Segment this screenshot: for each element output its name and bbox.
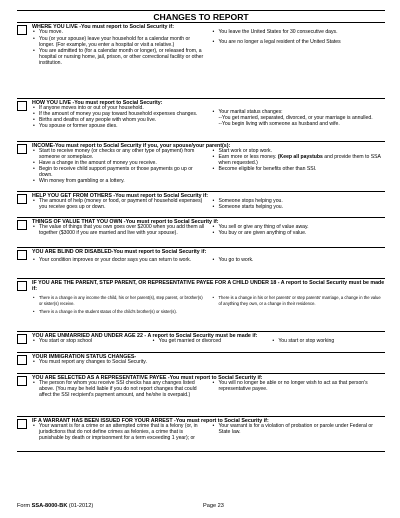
right-list bbox=[212, 225, 386, 237]
section-checkbox[interactable] bbox=[17, 25, 27, 35]
list-item: • You spouse or former spouse dies. bbox=[32, 124, 206, 130]
list-item: • Your warrant is for a violation of probation or parole under Federal or State law. bbox=[212, 424, 386, 436]
form-id: SSA-8000-BK bbox=[31, 503, 68, 509]
section-heading: HELP YOU GET FROM OTHERS -You must report to Social Security if: bbox=[32, 193, 208, 199]
list-item: • You buy or are given anything of value. bbox=[212, 231, 386, 237]
list-col-1 bbox=[32, 339, 146, 345]
section-unmarried-under-22 bbox=[17, 332, 385, 353]
section-heading: WHERE YOU LIVE -You must report to Social Security if: bbox=[32, 24, 174, 30]
list-item: • The person for whom you receive SSI checks has any changes listed above. (You may be held liable if you do not report changes that could affect the SSI recipient's payment amount, and he/she is overpaid.) bbox=[32, 381, 206, 399]
section-how-you-live bbox=[17, 99, 385, 142]
section-income bbox=[17, 142, 385, 192]
section-immigration-status bbox=[17, 353, 385, 374]
list-item: • You are no longer a legal resident of the United States bbox=[212, 40, 386, 46]
right-list bbox=[212, 30, 386, 67]
section-heading: THINGS OF VALUE THAT YOU OWN -You must report to Social Security if: bbox=[32, 219, 219, 225]
right-list bbox=[212, 149, 386, 184]
left-list bbox=[32, 30, 206, 67]
section-heading: INCOME-You must report to Social Security if you, your spouse/your parent(s): bbox=[32, 143, 231, 149]
section-heading: YOU ARE UNMARRIED AND UNDER AGE 22 - A report to Social Security must be made if: bbox=[32, 333, 258, 339]
list-item: • You must report any changes to Social Security. bbox=[32, 360, 385, 366]
section-checkbox[interactable] bbox=[17, 101, 27, 111]
form-date: (01-2012) bbox=[67, 503, 94, 509]
list-item: • Start work or stop work. bbox=[212, 149, 386, 155]
section-checkbox[interactable] bbox=[17, 220, 27, 230]
earn-text: Earn more or less money. bbox=[218, 154, 278, 161]
right-list bbox=[212, 106, 386, 130]
section-heading: IF YOU ARE THE PARENT, STEP PARENT, OR REPRESENTATIVE PAYEE FOR A CHILD UNDER 18 - A report to Social Security must be made if: bbox=[32, 280, 385, 293]
page-footer bbox=[17, 503, 385, 510]
section-checkbox[interactable] bbox=[17, 376, 27, 386]
page-number: Page 23 bbox=[203, 503, 224, 509]
section-help-from-others bbox=[17, 192, 385, 218]
left-list bbox=[32, 381, 206, 399]
left-list bbox=[32, 199, 206, 211]
list-item: • You sell or give any thing of value away. bbox=[212, 225, 386, 231]
list-item: • If the amount of money you pay toward household expenses changes. bbox=[32, 112, 206, 118]
list-item: • You (or your spouse) leave your household for a calendar month or longer. (For example, you enter a hospital or visit a relative.) bbox=[32, 37, 206, 49]
list-item: • Start to receive money (or checks or any other type of payment) from someone or someplace. bbox=[32, 149, 206, 161]
form-label: Form bbox=[17, 503, 32, 509]
list-col-2 bbox=[152, 339, 266, 345]
section-checkbox[interactable] bbox=[17, 144, 27, 154]
list-item: • There is a change in his or her parents' or step parents' marriage, a change in the value of anything they own, or a change in their residence. bbox=[212, 295, 386, 305]
left-list bbox=[32, 149, 206, 184]
left-list bbox=[32, 292, 206, 313]
section-child-under-18 bbox=[17, 279, 385, 332]
list-item: • You get married or divorced bbox=[152, 339, 266, 345]
right-list bbox=[212, 199, 386, 211]
list-item: • You go to work. bbox=[212, 258, 386, 264]
list-item: • You are admitted to (for a calendar month or longer), or released from, a hospital or nursing home, jail, prison, or other correctional facility or other institution. bbox=[32, 49, 206, 67]
right-list bbox=[212, 424, 386, 442]
list-item: • Someone stops helping you. bbox=[212, 199, 386, 205]
left-list bbox=[32, 424, 206, 442]
section-checkbox[interactable] bbox=[17, 419, 27, 429]
section-checkbox[interactable] bbox=[17, 334, 27, 344]
report-page bbox=[17, 10, 385, 452]
right-list bbox=[212, 381, 386, 399]
list-item: • You start or stop school bbox=[32, 339, 146, 345]
section-heading: IF A WARRANT HAS BEEN ISSUED FOR YOUR ARREST -You must report to Social Security if: bbox=[32, 418, 269, 424]
section-checkbox[interactable] bbox=[17, 250, 27, 260]
section-representative-payee bbox=[17, 374, 385, 417]
section-checkbox[interactable] bbox=[17, 281, 27, 291]
list-item: • You start or stop working bbox=[271, 339, 385, 345]
list-item: • If anyone moves into or out of your household. bbox=[32, 106, 206, 112]
list-item: • The amount of help (money or food, or payment of household expenses) you receive goes up or down. bbox=[32, 199, 206, 211]
list-item: • There is a change in the student status of the child's brother(s) or sister(s). bbox=[32, 309, 206, 314]
section-where-you-live bbox=[17, 23, 385, 99]
right-list bbox=[212, 292, 386, 313]
list-item: • Births and deaths of any people with whom you live. bbox=[32, 118, 206, 124]
list-item: • Your marital status changes: bbox=[212, 110, 386, 116]
section-heading: YOU ARE SELECTED AS A REPRESENTATIVE PAYEE -You must report to Social Security if: bbox=[32, 375, 263, 381]
left-list bbox=[32, 106, 206, 130]
list-item: • Your condition improves or your doctor says you can return to work. bbox=[32, 258, 206, 264]
section-heading: YOUR IMMIGRATION STATUS CHANGES- bbox=[32, 354, 137, 360]
list-item: • Become eligible for benefits other than SSI. bbox=[212, 167, 386, 173]
list-item: • There is a change in any income the child, his or her parent(s), step parent, or brother(s) or sister(s) receive. bbox=[32, 295, 206, 305]
right-list bbox=[212, 255, 386, 264]
list-item: • Have a change in the amount of money you receive. bbox=[32, 161, 206, 167]
section-heading: YOU ARE BLIND OR DISABLED-You must report to Social Security if: bbox=[32, 249, 207, 255]
list-item: • Your warrant is for a crime or an attempted crime that is a felony (or, in jurisdictions that do not define crimes as felonies, a crime that is punishable by death or imprisonment for a term exceeding 1 year); or bbox=[32, 424, 206, 442]
list-item: • Someone starts helping you. bbox=[212, 205, 386, 211]
list-col-3 bbox=[271, 339, 385, 345]
list-item: • You move. bbox=[32, 30, 206, 36]
single-list bbox=[32, 360, 385, 366]
list-item: • You will no longer be able or no longer wish to act as that person's representative payee. bbox=[212, 381, 386, 393]
list-item: • Begin to receive child support payments or those payments go up or down. bbox=[32, 167, 206, 179]
section-things-of-value bbox=[17, 218, 385, 248]
list-item: • Win money from gambling or a lottery. bbox=[32, 179, 206, 185]
list-subitem: --You begin living with someone as husband and wife. bbox=[218, 121, 340, 128]
list-item: • The value of things that you own goes over $2000 when you add them all together ($3000 if you are married and live with your spouse). bbox=[32, 225, 206, 237]
earn-suffix-text: and provide them to SSA when requested.) bbox=[218, 154, 381, 167]
section-arrest-warrant bbox=[17, 417, 385, 452]
left-list bbox=[32, 255, 206, 264]
section-heading: HOW YOU LIVE -You must report to Social Security: bbox=[32, 100, 163, 106]
section-checkbox[interactable] bbox=[17, 194, 27, 204]
section-checkbox[interactable] bbox=[17, 355, 27, 365]
list-subitem: --You get married, separated, divorced, or your marriage is annulled. bbox=[218, 115, 373, 122]
list-item: • You leave the United States for 30 consecutive days. bbox=[212, 30, 386, 36]
section-blind-or-disabled bbox=[17, 248, 385, 279]
page-title: CHANGES TO REPORT bbox=[17, 10, 385, 23]
earn-bold-text: (Keep all paystubs bbox=[277, 154, 323, 161]
left-list bbox=[32, 225, 206, 237]
